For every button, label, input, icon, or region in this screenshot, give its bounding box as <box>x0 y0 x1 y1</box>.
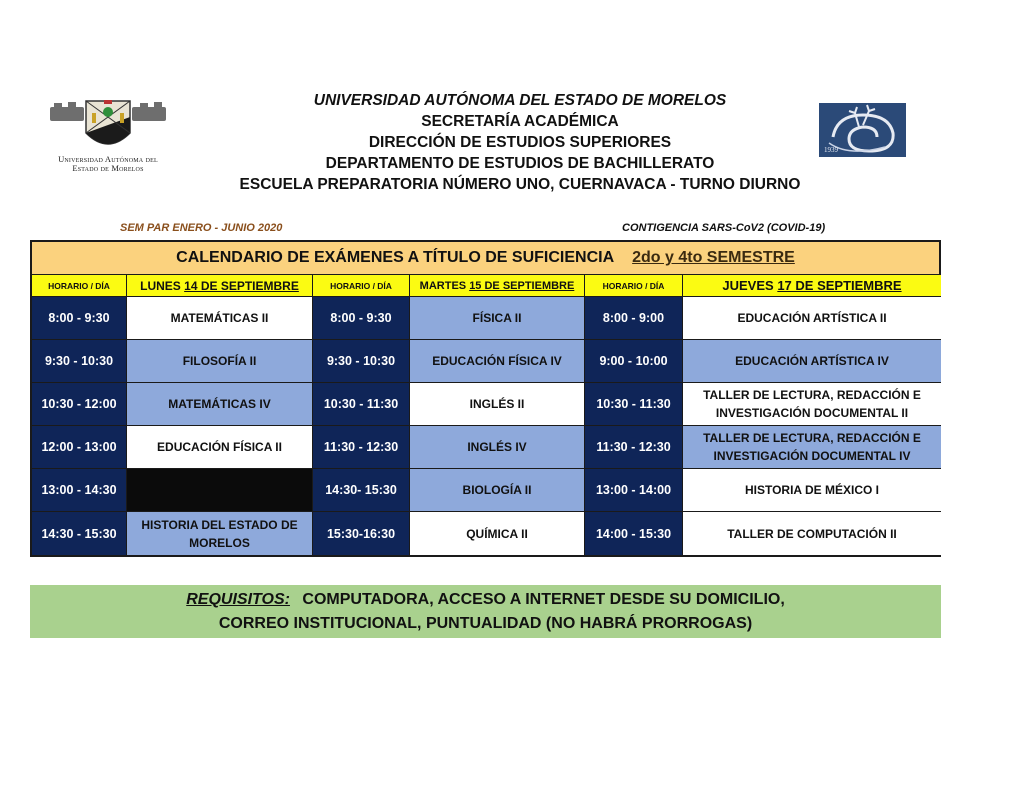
time-cell: 9:30 - 10:30 <box>313 340 410 383</box>
requirements-text1: COMPUTADORA, ACCESO A INTERNET DESDE SU DOMICILIO, <box>302 591 785 608</box>
table-row <box>32 340 939 383</box>
subject-cell: EDUCACIÓN ARTÍSTICA IV <box>683 340 941 383</box>
contingency-note: CONTIGENCIA SARS-CoV2 (COVID-19) <box>622 222 826 234</box>
subject-cell: TALLER DE COMPUTACIÓN II <box>683 512 941 555</box>
blocked-cell <box>127 469 313 512</box>
uaem-shield-icon <box>46 97 170 155</box>
time-cell: 8:00 - 9:30 <box>313 297 410 340</box>
time-cell: 8:00 - 9:30 <box>32 297 127 340</box>
logo-caption-line2: Estado de Morelos <box>72 163 144 173</box>
table-row <box>32 426 939 469</box>
subject-cell: FILOSOFÍA II <box>127 340 313 383</box>
university-logo <box>44 97 172 175</box>
time-cell: 10:30 - 11:30 <box>313 383 410 426</box>
table-body <box>32 297 939 555</box>
subject-cell: QUÍMICA II <box>410 512 585 555</box>
table-row <box>32 383 939 426</box>
university-name: UNIVERSIDAD AUTÓNOMA DEL ESTADO DE MORELOS <box>313 92 727 109</box>
time-cell: 15:30-16:30 <box>313 512 410 555</box>
header-day-date: 17 DE SEPTIEMBRE <box>777 278 902 293</box>
subject-cell: MATEMÁTICAS II <box>127 297 313 340</box>
header-day-thursday <box>683 275 941 297</box>
header-day-name: MARTES <box>419 279 467 292</box>
table-subtitle: 2do y 4to SEMESTRE <box>632 249 795 266</box>
header-day-date: 14 DE SEPTIEMBRE <box>184 278 299 293</box>
requirements-line2: CORREO INSTITUCIONAL, PUNTUALIDAD (NO HABRÁ PRORROGAS) <box>218 615 753 632</box>
requirements-line1 <box>30 588 941 612</box>
header-time-2: HORARIO / DÍA <box>313 275 410 297</box>
table-title-row <box>32 242 939 275</box>
table-row <box>32 469 939 512</box>
document-heading <box>160 90 880 195</box>
time-cell: 10:30 - 11:30 <box>585 383 683 426</box>
header-time-3: HORARIO / DÍA <box>585 275 683 297</box>
subject-cell: EDUCACIÓN ARTÍSTICA II <box>683 297 941 340</box>
header-day-tuesday <box>410 275 585 297</box>
school-name: ESCUELA PREPARATORIA NÚMERO UNO, CUERNAVACA - TURNO DIURNO <box>239 176 801 193</box>
time-cell: 9:00 - 10:00 <box>585 340 683 383</box>
time-cell: 14:30- 15:30 <box>313 469 410 512</box>
header-day-date: 15 DE SEPTIEMBRE <box>469 279 575 292</box>
secretariat-name: SECRETARÍA ACADÉMICA <box>421 113 619 130</box>
header-day-name: JUEVES <box>722 278 774 293</box>
time-cell: 8:00 - 9:00 <box>585 297 683 340</box>
header-day-monday <box>127 275 313 297</box>
time-cell: 14:30 - 15:30 <box>32 512 127 555</box>
semester-note: SEM PAR ENERO - JUNIO 2020 <box>120 222 283 234</box>
time-cell: 14:00 - 15:30 <box>585 512 683 555</box>
subject-cell: EDUCACIÓN FÍSICA II <box>127 426 313 469</box>
time-cell: 11:30 - 12:30 <box>313 426 410 469</box>
subject-cell: HISTORIA DE MÉXICO I <box>683 469 941 512</box>
time-cell: 9:30 - 10:30 <box>32 340 127 383</box>
table-title: CALENDARIO DE EXÁMENES A TÍTULO DE SUFICIENCIA <box>176 249 615 266</box>
emblem-year: 1939 <box>824 146 838 154</box>
subject-cell: EDUCACIÓN FÍSICA IV <box>410 340 585 383</box>
subject-cell: BIOLOGÍA II <box>410 469 585 512</box>
department-name: DEPARTAMENTO DE ESTUDIOS DE BACHILLERATO <box>325 155 715 172</box>
subject-cell: MATEMÁTICAS IV <box>127 383 313 426</box>
exam-calendar-table <box>30 240 941 557</box>
table-row <box>32 297 939 340</box>
time-cell: 10:30 - 12:00 <box>32 383 127 426</box>
requirements-banner <box>30 585 941 638</box>
time-cell: 12:00 - 13:00 <box>32 426 127 469</box>
logo-caption-line1: Universidad Autónoma del <box>58 154 158 164</box>
subject-cell: HISTORIA DEL ESTADO DE MORELOS <box>127 512 313 555</box>
subject-cell: TALLER DE LECTURA, REDACCIÓN E INVESTIGACIÓN DOCUMENTAL II <box>683 383 941 426</box>
table-header-row <box>32 275 939 297</box>
time-cell: 13:00 - 14:00 <box>585 469 683 512</box>
header-time-1: HORARIO / DÍA <box>32 275 127 297</box>
subject-cell: INGLÉS IV <box>410 426 585 469</box>
table-row <box>32 512 939 555</box>
direction-name: DIRECCIÓN DE ESTUDIOS SUPERIORES <box>368 134 672 151</box>
requirements-label: REQUISITOS: <box>186 591 290 608</box>
time-cell: 13:00 - 14:30 <box>32 469 127 512</box>
subject-cell: FÍSICA II <box>410 297 585 340</box>
subject-cell: INGLÉS II <box>410 383 585 426</box>
header-day-name: LUNES <box>140 278 181 293</box>
subject-cell: TALLER DE LECTURA, REDACCIÓN E INVESTIGACIÓN DOCUMENTAL IV <box>683 426 941 469</box>
time-cell: 11:30 - 12:30 <box>585 426 683 469</box>
